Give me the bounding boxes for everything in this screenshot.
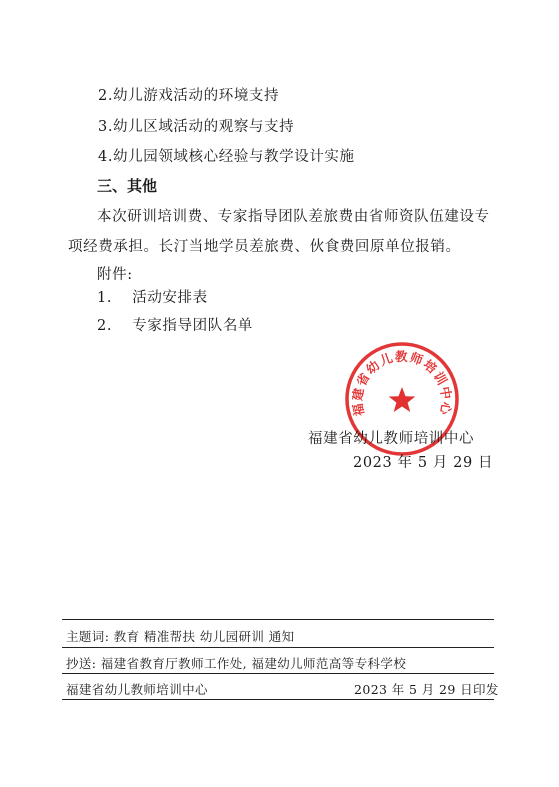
section-heading-other: 三、其他 — [97, 177, 158, 195]
attachments-label: 附件: — [97, 267, 133, 283]
footer-rule-bottom — [62, 699, 494, 700]
signature-date: 2023 年 5 月 29 日 — [353, 455, 494, 471]
footer-rule-3 — [62, 673, 494, 674]
footer-rule-2 — [62, 647, 494, 648]
footer-issuer: 福建省幼儿教师培训中心 — [66, 682, 208, 697]
attachment-title: 专家指导团队名单 — [132, 318, 254, 334]
attachment-number: 1. — [97, 290, 113, 306]
footer-print-date: 2023 年 5 月 29 日印发 — [354, 682, 499, 697]
list-item-4: 4.幼儿园领域核心经验与教学设计实施 — [98, 149, 355, 165]
footer-keywords: 主题词: 教育 精准帮扶 幼儿园研训 通知 — [66, 629, 295, 644]
signature-org: 福建省幼儿教师培训中心 — [308, 431, 475, 447]
paragraph-line-1: 本次研训培训费、专家指导团队差旅费由省师资队伍建设专 — [97, 209, 490, 225]
list-item-2: 2.幼儿游戏活动的环境支持 — [98, 88, 280, 104]
attachment-number: 2. — [97, 318, 113, 334]
footer-cc: 抄送: 福建省教育厅教师工作处, 福建幼儿师范高等专科学校 — [66, 656, 407, 671]
attachment-item-2 — [97, 314, 253, 335]
attachment-title: 活动安排表 — [132, 290, 208, 306]
list-item-3: 3.幼儿区域活动的观察与支持 — [98, 119, 295, 135]
attachment-item-1 — [97, 286, 208, 307]
seal-star-icon — [389, 387, 416, 412]
footer-rule-top — [62, 619, 494, 620]
paragraph-line-2: 项经费承担。长汀当地学员差旅费、伙食费回原单位报销。 — [68, 239, 461, 255]
seal-text: 福建省幼儿教师培训中心 — [349, 348, 455, 418]
